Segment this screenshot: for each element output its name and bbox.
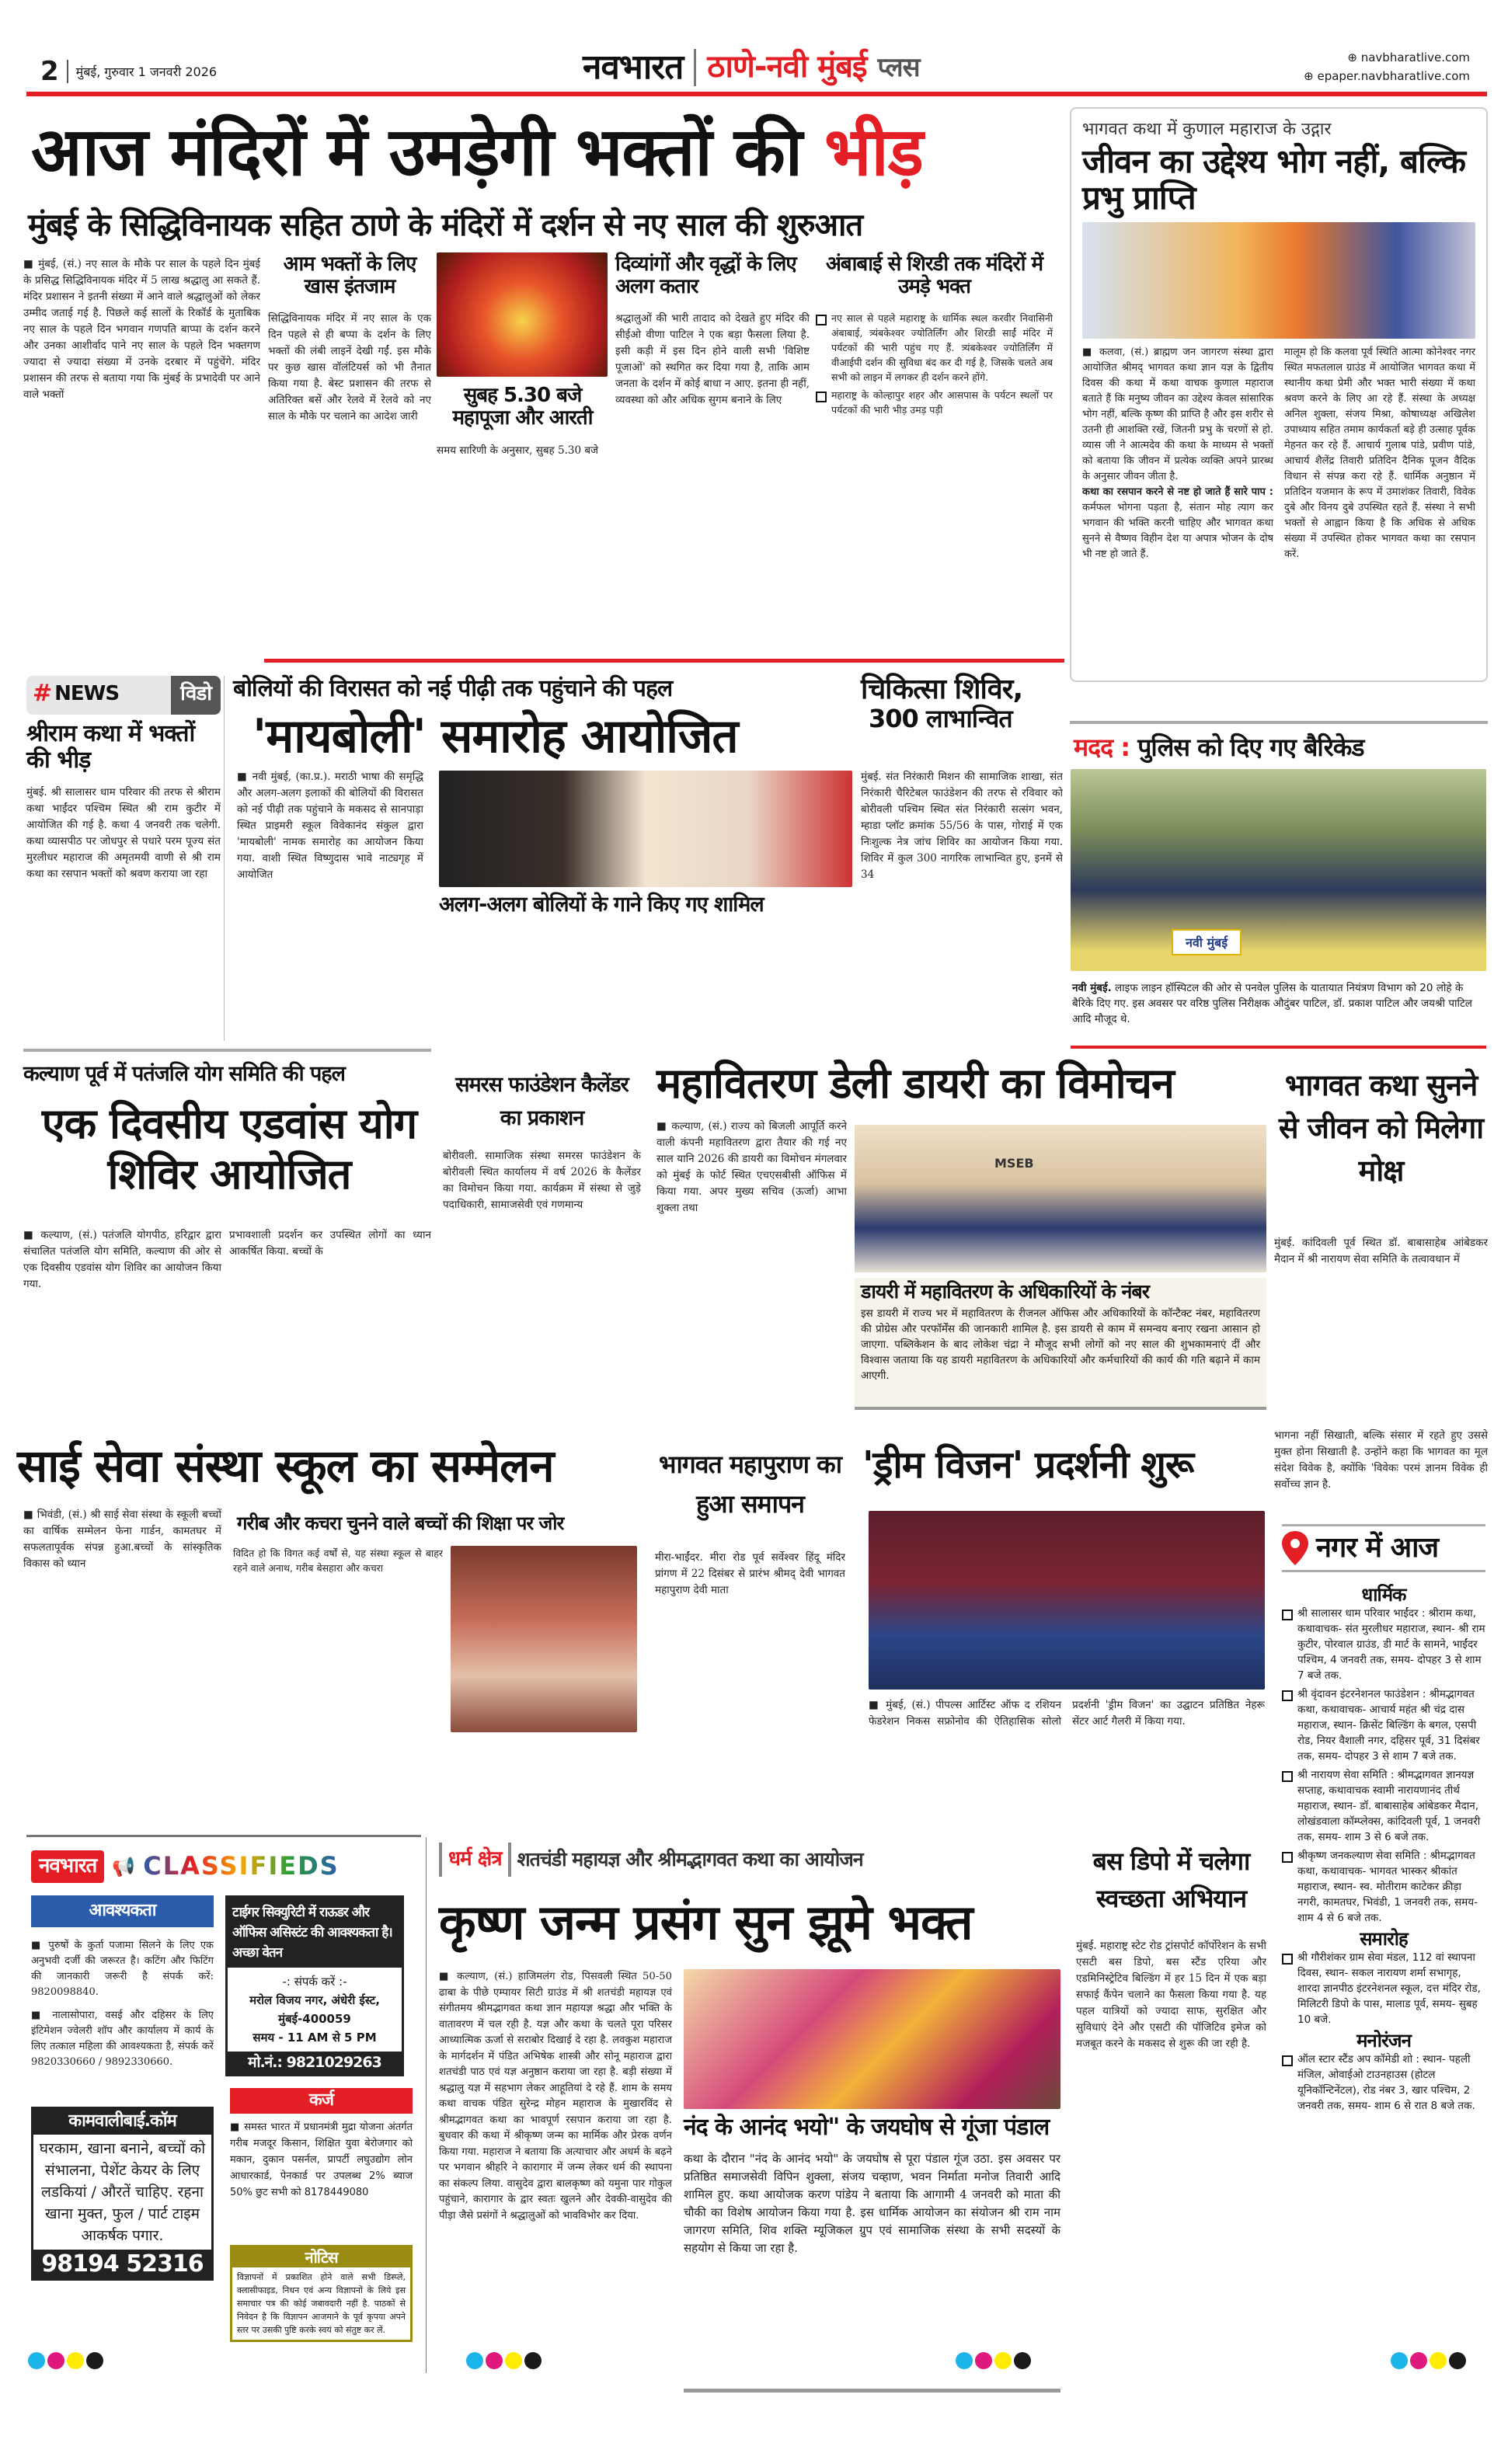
katha-photo: [1082, 222, 1475, 339]
lead-column-3: समय सारिणी के अनुसार, सुबह 5.30 बजे: [437, 444, 599, 457]
krishna-sub-body: कथा के दौरान "नंद के आनंद भयो" के जयघोष से पूरा पंडाल गूंज उठा. इस अवसर पर प्रतिष्ठित समाजसेवी विपिन शुक्ला, संजय चव्हाण, भवन निर्माता मनोज तिवारी आदि शामिल हुए. कथा आयोजक करण पांडेय ने बताया कि आगामी 4 जनवरी को माता की चौकी का विशेष आयोजन किया गया है. इस धार्मिक आयोजन का संयोजन श्री राम नाम जागरण समिति, शिव शक्ति म्यूजिकल ग्रुप एवं सामाजिक संस्था के सभी सदस्यों के सहयोग से किया जा रहा है.: [684, 2152, 1060, 2255]
bus-depot-body: मुंबई. महाराष्ट्र स्टेट रोड ट्रांसपोर्ट कॉर्पोरेशन के सभी एसटी बस डिपो, बस स्टैंड एरिया और एडमिनिस्ट्रेटिव बिल्डिंग में हर 15 दिन में एक बड़ा सफाई कैंपेन चलाने का फैसला किया गया है. यह पहल यात्रियों को ज्यादा साफ, सुरक्षित और सुविधाएं देने और एसटी की पॉजिटिव इमेज को मजबूत करने के मकसद से शुरू की जा रही है.: [1076, 1940, 1266, 2050]
mahavitaran-photo: [855, 1125, 1266, 1272]
loan-ad: ■ समस्त भारत में प्रधानमंत्री मुद्रा योजना अंतर्गत गरीब मजदूर किसान, शिक्षित युवा बेरोजगार को मकान, दुकान पसर्नल, प्रापर्टी लघुउद्योग लोन आधारकार्ड, पेनकार्ड पर उपलब्ध 2% ब्याज 50% छुट सभी को 8178449080: [230, 2121, 413, 2198]
news-video-body: मुंबई. श्री सालासर धाम परिवार की तरफ से श्रीराम कथा भाईंदर पश्चिम स्थित श्री राम कुटीर में आयोजित की गई है. कथा 4 जनवरी तक चलेगी. कथा व्यासपीठ पर जोधपुर से पधारे परम पूज्य संत मुरलीधर महाराज की अमृतमयी वाणी से श्री राम कथा का रसपान भक्तों को श्रवण कराया जा रहा: [26, 786, 221, 880]
megaphone-icon: 📢: [112, 1856, 136, 1878]
kaamwalibai-ad: कामवालीबाई.कॉम घरकाम, खाना बनाने, बच्चों को संभालना, पेशेंट केयर के लिए लडकियां / औरतें चाहिए. रहना खाना मुक्त, फुल / पार्ट टाइम आकर्षक पगार. 98194 52316: [31, 2107, 214, 2281]
edition-name: ठाणे-नवी मुंबई: [707, 49, 867, 85]
moksh-headline: भागवत कथा सुनने से जीवन को मिलेगा मोक्ष: [1278, 1068, 1484, 1188]
news-video-headline: श्रीराम कथा में भक्तों की भीड़: [26, 720, 195, 774]
moksh-body-end: भागना नहीं सिखाती, बल्कि संसार में रहते हुए उससे मुक्त होना सिखाती है. उन्होंने कहा कि भागवत का मूल संदेश विवेक है, क्योंकि 'विवेकः परमं ज्ञानम विवेक ही सर्वोच्च ज्ञान है.: [1274, 1429, 1488, 1491]
madad-caption: नवी मुंबई. लाइफ लाइन हॉस्पिटल की ओर से पनवेल पुलिस के यातायात नियंत्रण विभाग को 20 लोहे के बैरिके दिए गए. इस अवसर पर वरिष्ठ पुलिस निरीक्षक औदुंबर पाटिल, डॉ. प्रकाश पाटिल और जयश्री पाटिल आदि मौजूद थे.: [1072, 982, 1472, 1025]
section-rule: [684, 2389, 1060, 2393]
list-item: श्री गौरीशंकर ग्राम सेवा मंडल, 112 वां स्थापना दिवस, स्थान- सकल नारायण शर्मा सभागृह, शारदा ज्ञानपीठ इंटरनेशनल स्कूल, दत्त मंदिर रोड, मिलिटरी डिपो के पास, मालाड पूर्व, समय- सुबह 10 बजे.: [1282, 1950, 1485, 2027]
list-item: महाराष्ट्र के कोल्हापुर शहर और आसपास के पर्यटन स्थलों पर पर्यटकों की भारी भीड़ उमड़ पड़ी: [816, 388, 1053, 417]
lead-column-5: [816, 311, 1053, 645]
maayboli-kicker: बोलियों की विरासत को नई पीढ़ी तक पहुंचाने की पहल: [233, 675, 673, 702]
classifieds-header: नवभारत 📢 CLASSIFIEDS: [31, 1847, 416, 1886]
list-item: श्रीकृष्ण जनकल्याण सेवा समिति : श्रीमद्भागवत कथा, कथावाचक- भागवत भास्कर श्रीकांत महाराज, स्थान- स्व. मोतीराम काटेकर क्रीड़ा नगरी, कामतघर, भिवंडी, 1 जनवरी तक, समय- शाम 4 से 6 बजे तक.: [1282, 1848, 1485, 1926]
nagar-listings: [1282, 1585, 1485, 2117]
lead-heading-2: आम भक्तों के लिए खास इंतजाम: [283, 252, 416, 299]
lead-subhead: मुंबई के सिद्धिविनायक सहित ठाणे के मंदिरों में दर्शन से नए साल की शुरुआत: [28, 207, 863, 243]
yoga-kicker: कल्याण पूर्व में पतंजलि योग समिति की पहल: [23, 1062, 345, 1086]
krishna-kicker-row: [439, 1843, 863, 1877]
news-video-badge[interactable]: # NEWS विडो: [26, 676, 221, 715]
lead-column-2: सिद्धिविनायक मंदिर में नए साल के एक दिन पहले से ही बप्पा के दर्शन के लिए भक्तों की लंबी लाइनें देखी गईं. इस मौके पर कुछ खास वॉलंटियर्स को भी तैनात किया गया है. बेस्ट प्रशासन की तरफ से अतिरिक्त बसें और रेलवे में रेलवे को नए साल के मौके पर चलाने का आदेश जारी: [268, 312, 431, 423]
dream-vision-body: ■ मुंबई, (सं.) पीपल्स आर्टिस्ट ऑफ द रशियन फेडरेशन निकस सफ्रोनोव की ऐतिहासिक सोलो प्रदर्शनी 'ड्रीम विजन' का उद्घाटन प्रतिष्ठित नेहरू सेंटर आर्ट गैलरी में किया गया.: [869, 1697, 1265, 1814]
section-rule: [1070, 721, 1488, 724]
krishna-subhead: नंद के आनंद भयो" के जयघोष से गूंजा पंडाल: [684, 2114, 1050, 2141]
edition-plus: प्लस: [877, 51, 920, 83]
section-rule: [264, 659, 1064, 663]
bhagwat-column-1: ■ कलवा, (सं.) ब्राह्मण जन जागरण संस्था द्वारा आयोजित श्रीमद् भागवत कथा ज्ञान यज्ञ के द्वितीय दिवस की कथा में कथा वाचक कुणाल महाराज बताते हैं कि मनुष्य जीवन का उद्देश्य केवल सांसारिक भोग नहीं, बल्कि कृष्ण की प्राप्ति है और इस शरीर से उतनी ही आशक्ति रखें, जितनी प्रभु के चरणों से हो. व्यास जी ने आत्मदेव की कथा के माध्यम से भक्तों को बताया कि जीवन में प्रत्येक व्यक्ति अपने प्रारब्ध के अनुसार जीवन जीता है. कथा का रसपान करने से नष्ट हो जाते हैं सारे पाप : कर्मफल भोगना पड़ता है, संतान मोह त्याग कर भगवान की भक्ति करनी चाहिए और भागवत कथा सुनने से वैष्णव विहीन देश या अपात्र भोजन के दोष भी नष्ट हो जाते हैं.: [1082, 345, 1273, 648]
moksh-body: मुंबई. कांदिवली पूर्व स्थित डॉ. बाबासाहेब आंबेडकर मैदान में श्री नारायण सेवा समिति के तत्वावधान में: [1274, 1237, 1488, 1265]
maayboli-body: ■ नवी मुंबई, (का.प्र.). मराठी भाषा की समृद्धि और अलग-अलग इलाकों की बोलियों की विरासत को नई पीढ़ी तक पहुंचाने के मकसद से सानपाड़ा स्थित प्राइमरी स्कूल विवेकानंद संकुल द्वारा 'मायबोली' नामक समारोह का आयोजन किया गया. वाशी स्थित विष्णुदास भावे नाट्यगृह में आयोजित: [237, 769, 423, 1037]
section-title: धार्मिक: [1361, 1584, 1406, 1606]
cmyk-registration-marks: [1391, 2352, 1468, 2372]
chikitsa-body: मुंबई. संत निरंकारी मिशन की सामाजिक शाखा, संत निरंकारी चैरिटेबल फाउंडेशन की तरफ से रविवार को बोरीवली पश्चिम स्थित संत निरंकारी सत्संग भवन, म्हाडा प्लॉट क्रमांक 55/56 के पास, गोराई में एक निःशुल्क नेत्र जांच शिविर का आयोजन किया गया. शिविर में कुल 300 नागरिक लाभान्वित हुए, इनमें से 34: [861, 771, 1063, 881]
lead-column-4: श्रद्धालुओं की भारी तादाद को देखते हुए मंदिर की सीईओ वीणा पाटिल ने एक बड़ा फैसला लिया है. इसी कड़ी में इस दिन होने वाली सभी 'विशिष्ट पूजाओं' को स्थगित कर दिया गया है, ताकि आम जनता के दर्शन में कोई बाधा न आए. इतना ही नहीं, व्यवस्था को और अधिक सुगम बनाने के लिए: [615, 312, 810, 406]
cmyk-registration-marks: [956, 2352, 1033, 2372]
lead-heading-5: अंबाबाई से शिरडी तक मंदिरों में उमड़े भक्त: [825, 252, 1043, 299]
yoga-body-1: ■ कल्याण, (सं.) पतंजलि योगपीठ, हरिद्वार द्वारा संचालित पतंजलि योग समिति, कल्याण की ओर से एक दिवसीय एडवांस योग शिविर का आयोजन किया गया.: [23, 1227, 221, 1414]
madad-headline: मदद : पुलिस को दिए गए बैरिकेड: [1074, 733, 1364, 762]
mahavitaran-headline: महावितरण डेली डायरी का विमोचन: [656, 1059, 1174, 1108]
dream-vision-photo: [869, 1511, 1265, 1690]
epaper-link[interactable]: ⊕ epaper.navbharatlive.com: [1304, 69, 1470, 83]
sai-body: ■ भिवंडी, (सं.) श्री साई सेवा संस्था के स्कूली बच्चों का वार्षिक सम्मेलन फेना गार्डन, कामतघर में सफलतापूर्वक संपन्न हुआ.बच्चों के सांस्कृतिक विकास को ध्यान: [23, 1507, 221, 1818]
siddhivinayak-photo: [437, 252, 608, 377]
list-item: श्री सालासर धाम परिवार भाईंदर : श्रीराम कथा, कथावाचक- संत मुरलीधर महाराज, स्थान- श्री राम कुटीर, पोरवाल ग्राउंड, डी मार्ट के सामने, भाईंदर पश्चिम, 4 जनवरी तक, समय- दोपहर 3 से शाम 7 बजे तक.: [1282, 1606, 1485, 1683]
headline: जीवन का उद्देश्य भोग नहीं, बल्कि प्रभु प्राप्ति: [1082, 142, 1466, 218]
dream-vision-headline: 'ड्रीम विजन' प्रदर्शनी शुरू: [862, 1443, 1194, 1487]
section-rule: [23, 1049, 431, 1052]
sai-body-2: विदित हो कि विगत कई वर्षों से, यह संस्था स्कूल से बाहर रहने वाले अनाथ, गरीब बेसहारा और कचरा: [233, 1547, 443, 1574]
loan-label: कर्ज: [230, 2088, 413, 2114]
yoga-body-2: प्रभावशाली प्रदर्शन कर उपस्थित लोगों का ध्यान आकर्षित किया. बच्चों के: [229, 1229, 431, 1258]
column-divider: [426, 1837, 427, 2373]
samras-body: बोरीवली. सामाजिक संस्था समरस फाउंडेशन के बोरीवली स्थित कार्यालय में वर्ष 2026 के कैलेंडर का विमोचन किया गया. कार्यक्रम में संस्था से जुड़े पदाधिकारी, सामाजसेवी एवं गणमान्य: [443, 1150, 641, 1211]
barricade-photo: [1071, 769, 1486, 971]
bhagwat-column-2: मालूम हो कि कलवा पूर्व स्थिति आत्मा कोनेश्वर नगर स्थित मफतलाल ग्राउंड में आयोजित भागवत कथा में स्थानीय कथा प्रेमी और भक्त भारी संख्या में कथा श्रवण करने के लिए आ रहे हैं. संस्था के अध्यक्ष अनिल शुक्ला, संजय मिश्रा, कोषाध्यक्ष अखिलेश उपाध्याय सहित तमाम कार्यकर्ता बड़े ही उत्साह पूर्वक मेहनत कर रहे हैं. आचार्य गुलाब पांडे, प्रवीण पांडे, आचार्य शैलेंद्र तिवारी प्रतिदिन दैनिक पूजन वैदिक विधान से संपन्न करा रहे हैं. धार्मिक अनुष्ठान में प्रतिदिन यजमान के रूप में उमाशंकर तिवारी, विवेक दुबे और विनय दुबे उपस्थित रहते हैं. संस्था ने सभी भक्तों से आह्वान किया है कि अधिक से अधिक संख्या में उपस्थित होकर भागवत कथा का रसपान करें.: [1284, 346, 1475, 561]
katha-pandal-photo: [684, 1969, 1060, 2109]
mahapuran-headline: भागवत महापुराण का हुआ समापन: [658, 1450, 842, 1519]
samras-headline: समरस फाउंडेशन कैलेंडर का प्रकाशन: [455, 1073, 629, 1131]
list-item: ऑल स्टार स्टैंड अप कॉमेडी शो : स्थान- पहली मंजिल, ओवाईओ टाउनहाउस (होटल यूनिकॉन्टिनेंटल), रोड नंबर 3, खार पश्चिम, 2 जनवरी तक, समय- शाम 6 से रात 8 बजे तक.: [1282, 2052, 1485, 2114]
location-pin-icon: [1282, 1531, 1308, 1565]
website-link[interactable]: ⊕ navbharatlive.com: [1347, 50, 1470, 64]
classified-ads: ■ पुरुषों के कुर्ता पजामा सिलने के लिए एक अनुभवी दर्जी की जरूरत है। कटिंग और फिटिंग की जानकारी जरूरी है संपर्क करें: 9820098840. ■ नालासोपारा, वसई और दहिसर के लिए इंटिमेशन ज्वेलरी शॉप और कार्यालय में कार्य के लिए तत्काल महिला की आवश्यकता है, संपर्क करें 9820330660 / 9892330660.: [31, 1938, 214, 2070]
yoga-headline: एक दिवसीय एडवांस योग शिविर आयोजित: [41, 1099, 417, 1199]
mahavitaran-body: ■ कल्याण, (सं.) राज्य को बिजली आपूर्ति करने वाली कंपनी महावितरण द्वारा तैयार की गई नए साल यानि 2026 की डायरी का विमोचन मंगलवार को मुंबई के फोर्ट स्थित एचएसबीसी ऑफिस में किया गया. अपर मुख्य सचिव (ऊर्जा) आभा शुक्ला तथा: [656, 1119, 847, 1352]
cmyk-registration-marks: [466, 2352, 544, 2372]
page-number: 2: [40, 56, 59, 87]
photo-banner: नवी मुंबई: [1172, 929, 1242, 955]
issue-date: मुंबई, गुरुवार 1 जनवरी 2026: [75, 64, 218, 79]
masthead-rule: [26, 92, 1487, 96]
section-rule: [26, 1835, 421, 1837]
bus-depot-headline: बस डिपो में चलेगा स्वच्छता अभियान: [1092, 1846, 1250, 1913]
maayboli-photo: [439, 771, 852, 887]
kicker: भागवत कथा में कुणाल महाराज के उद्गार: [1082, 120, 1332, 139]
section-title: समारोह: [1360, 1927, 1408, 1950]
krishna-headline: कृष्ण जन्म प्रसंग सुन झूमे भक्त: [439, 1894, 973, 1951]
mseb-logo: MSEB: [994, 1156, 1034, 1171]
chikitsa-headline: चिकित्सा शिविर, 300 लाभान्वित: [861, 673, 1023, 734]
masthead-logo: [583, 48, 920, 86]
lead-headline: आज मंदिरों में उमड़ेगी भक्तों की भीड़: [31, 113, 923, 191]
maayboli-subhead: अलग-अलग बोलियों के गाने किए गए शामिल: [439, 893, 764, 917]
need-label: आवश्यकता: [31, 1895, 214, 1927]
list-item: श्री नारायण सेवा समिति : श्रीमद्भागवत ज्ञानयज्ञ सप्ताह, कथावाचक स्वामी नारायणानंद तीर्थ महाराज, स्थान- डॉ. बाबासाहेब आंबेडकर मैदान, लोखंडवाला कॉम्प्लेक्स, कांदिवली पूर्व, 1 जनवरी तक, समय- शाम 3 से 6 बजे तक.: [1282, 1767, 1485, 1845]
cmyk-registration-marks: [28, 2352, 106, 2372]
globe-icon: ⊕: [1304, 69, 1318, 83]
globe-icon: ⊕: [1347, 50, 1361, 64]
lead-heading-3: सुबह 5.30 बजे महापूजा और आरती: [452, 384, 593, 430]
page-info: [40, 56, 217, 87]
bhagwat-katha-box: [1070, 107, 1488, 682]
maayboli-headline: 'मायबोली' समारोह आयोजित: [252, 709, 738, 764]
lead-heading-4: दिव्यांगों और वृद्धों के लिए अलग कतार: [615, 252, 796, 299]
brand-name: नवभारत: [583, 47, 684, 87]
krishna-body: ■ कल्याण, (सं.) हाजिमलंग रोड, पिसवली स्थित 50-50 ढाबा के पीछे एम्पायर सिटी ग्राउंड में श्री शतचंडी महायज्ञ एवं संगीतमय श्रीमद्भागवत कथा ज्ञान महायज्ञ श्रद्धा और भक्ति के वातावरण में चल रही है. यज्ञ और कथा के चलते पूरा परिसर आध्यात्मिक ऊर्जा से सराबोर दिखाई दे रहा है. लवकुश महाराज के मार्गदर्शन में पंडित अभिषेक शास्त्री और सोनू महाराज द्वारा शतचंडी पाठ एवं यज्ञ अनुष्ठान कराया जा रहा है. बड़ी संख्या में श्रद्धालु यज्ञ में सहभाग लेकर आहूतियां दे रहे हैं. शाम के समय कथा वाचक पंडित सुरेन्द्र मोहन महाराज के मुखारविंद से श्रीमद्भागवत कथा का भावपूर्ण रसपान कराया जा रहा है. बुधवार की कथा में श्रीकृष्ण जन्म का मार्मिक और प्रेरक वर्णन किया गया. महाराज ने बताया कि अत्याचार और अधर्म के बढ़ने पर भगवान श्रीहरि ने कारागार में जन्म लेकर धर्म की स्थापना का संकल्प लिया. वासुदेव द्वारा बालकृष्ण को यमुना पार गोकुल पहुंचाने, कारागार के द्वार स्वतः खुलने और देवकी-वासुदेव की पीड़ा जैसे प्रसंगों ने श्रद्धालुओं को भावविभोर कर दिया.: [439, 1969, 672, 2396]
section-title: मनोरंजन: [1356, 2029, 1411, 2052]
section-rule: [1071, 1046, 1486, 1049]
sai-subhead: गरीब और कचरा चुनने वाले बच्चों की शिक्षा पर जोर: [237, 1512, 564, 1534]
kicker: शतचंडी महायज्ञ और श्रीमद्भागवत कथा का आयोजन: [517, 1848, 863, 1871]
list-item: नए साल से पहले महाराष्ट्र के धार्मिक स्थल करवीर निवासिनी अंबाबाई, त्र्यंबकेश्वर ज्योतिर्लिंग और शिरडी साईं मंदिर में पर्यटकों की भारी पहुंच गए हैं. त्र्यंबकेश्वर ज्योतिर्लिंग में वीआईपी दर्शन की सुविधा बंद कर दी गई है, जिसके चलते अब सभी को लाइन में लगकर ही दर्शन करने होंगे.: [816, 311, 1053, 385]
nagar-me-aaj-header: नगर में आज: [1282, 1524, 1485, 1572]
mahavitaran-subbox: डायरी में महावितरण के अधिकारियों के नंबर इस डायरी में राज्य भर में महावितरण के रीजनल ऑफिस और अधिकारियों के कॉन्टैक्ट नंबर, महावितरण की प्रोग्रेस और परफॉर्मेंस की जानकारी शामिल है. इस डायरी से काम में समन्वय बनाए रखना आसान हो जाएगा. पब्लिकेशन के बाद लोकेश चंद्रा ने मौजूद सभी लोगों को नए साल की शुभकामनाएं दीं और विश्वास जताया कि यह डायरी महावितरण के अधिकारियों और कर्मचारियों की कार्य की गति बढ़ाने में काम आएगी.: [855, 1278, 1266, 1410]
notice-box: नोटिस विज्ञापनों में प्रकाशित होने वाले सभी डिस्प्ले, क्लासीफाइड, निधन एवं अन्य विज्ञापनों के लिये इस समाचार पत्र की कोई जबावदारी नहीं है. पाठकों से निवेदन है कि विज्ञापन आजमाने के पूर्व कृपया अपने स्तर पर उसकी पुष्टि करके स्वयं को संतुष्ट कर लें.: [230, 2245, 413, 2342]
tiger-security-ad: टाईगर सिक्युरिटी में राऊडर और ऑफिस असिस्टंट की आवश्यकता है। अच्छा वेतन -: संपर्क करें :- मरोल विजय नगर, अंधेरी ईस्ट, मुंबई-400059 समय - 11 AM से 5 PM मो.नं.: 9821029263: [225, 1895, 404, 2076]
mahapuran-body: मीरा-भाईंदर. मीरा रोड पूर्व सर्वेश्वर हिंदू मंदिर प्रांगण में 22 दिसंबर से प्रारंभ श्रीमद् देवी भागवत महापुराण देवी माता: [655, 1551, 845, 1596]
list-item: श्री वृंदावन इंटरनेशनल फाउंडेशन : श्रीमद्भागवत कथा, कथावाचक- आचार्य महंत श्री चंद्र दास महाराज, स्थान- क्रिसेंट बिल्डिंग के बगल, एसपी रोड, नियर वैशाली नगर, दहिसर पूर्व, 31 दिसंबर तक, समय- दोपहर 3 से शाम 7 बजे तक.: [1282, 1686, 1485, 1764]
lead-column-1: ■ मुंबई, (सं.) नए साल के मौके पर साल के पहले दिन मुंबई के प्रसिद्ध सिद्धिविनायक मंदिर में 5 लाख श्रद्धालु आ सकते हैं. मंदिर प्रशासन ने इतनी संख्या में आने वाले श्रद्धालुओं को लेकर उम्मीद जताई गई है. पिछले कई सालों के रिकॉर्ड के मुताबिक नए साल के पहले दिन भगवान गणपति बाप्पा के दर्शन करने और उनका आशीर्वाद पाने नए साल के पहले दिन भक्तगण ज्यादा से ज्यादा संख्या में उनके दरबार में पहुंचेंगे. मंदिर प्रशासन की तरफ से बताया गया कि मुंबई के प्रभादेवी पर आने वाले भक्तों: [23, 256, 260, 645]
website-links: [1304, 48, 1470, 85]
section-tag: धर्म क्षेत्र: [448, 1847, 502, 1871]
column-divider: [224, 676, 225, 1041]
sai-photo: [451, 1546, 637, 1732]
sai-headline: साई सेवा संस्था स्कूल का सम्मेलन: [17, 1439, 554, 1492]
